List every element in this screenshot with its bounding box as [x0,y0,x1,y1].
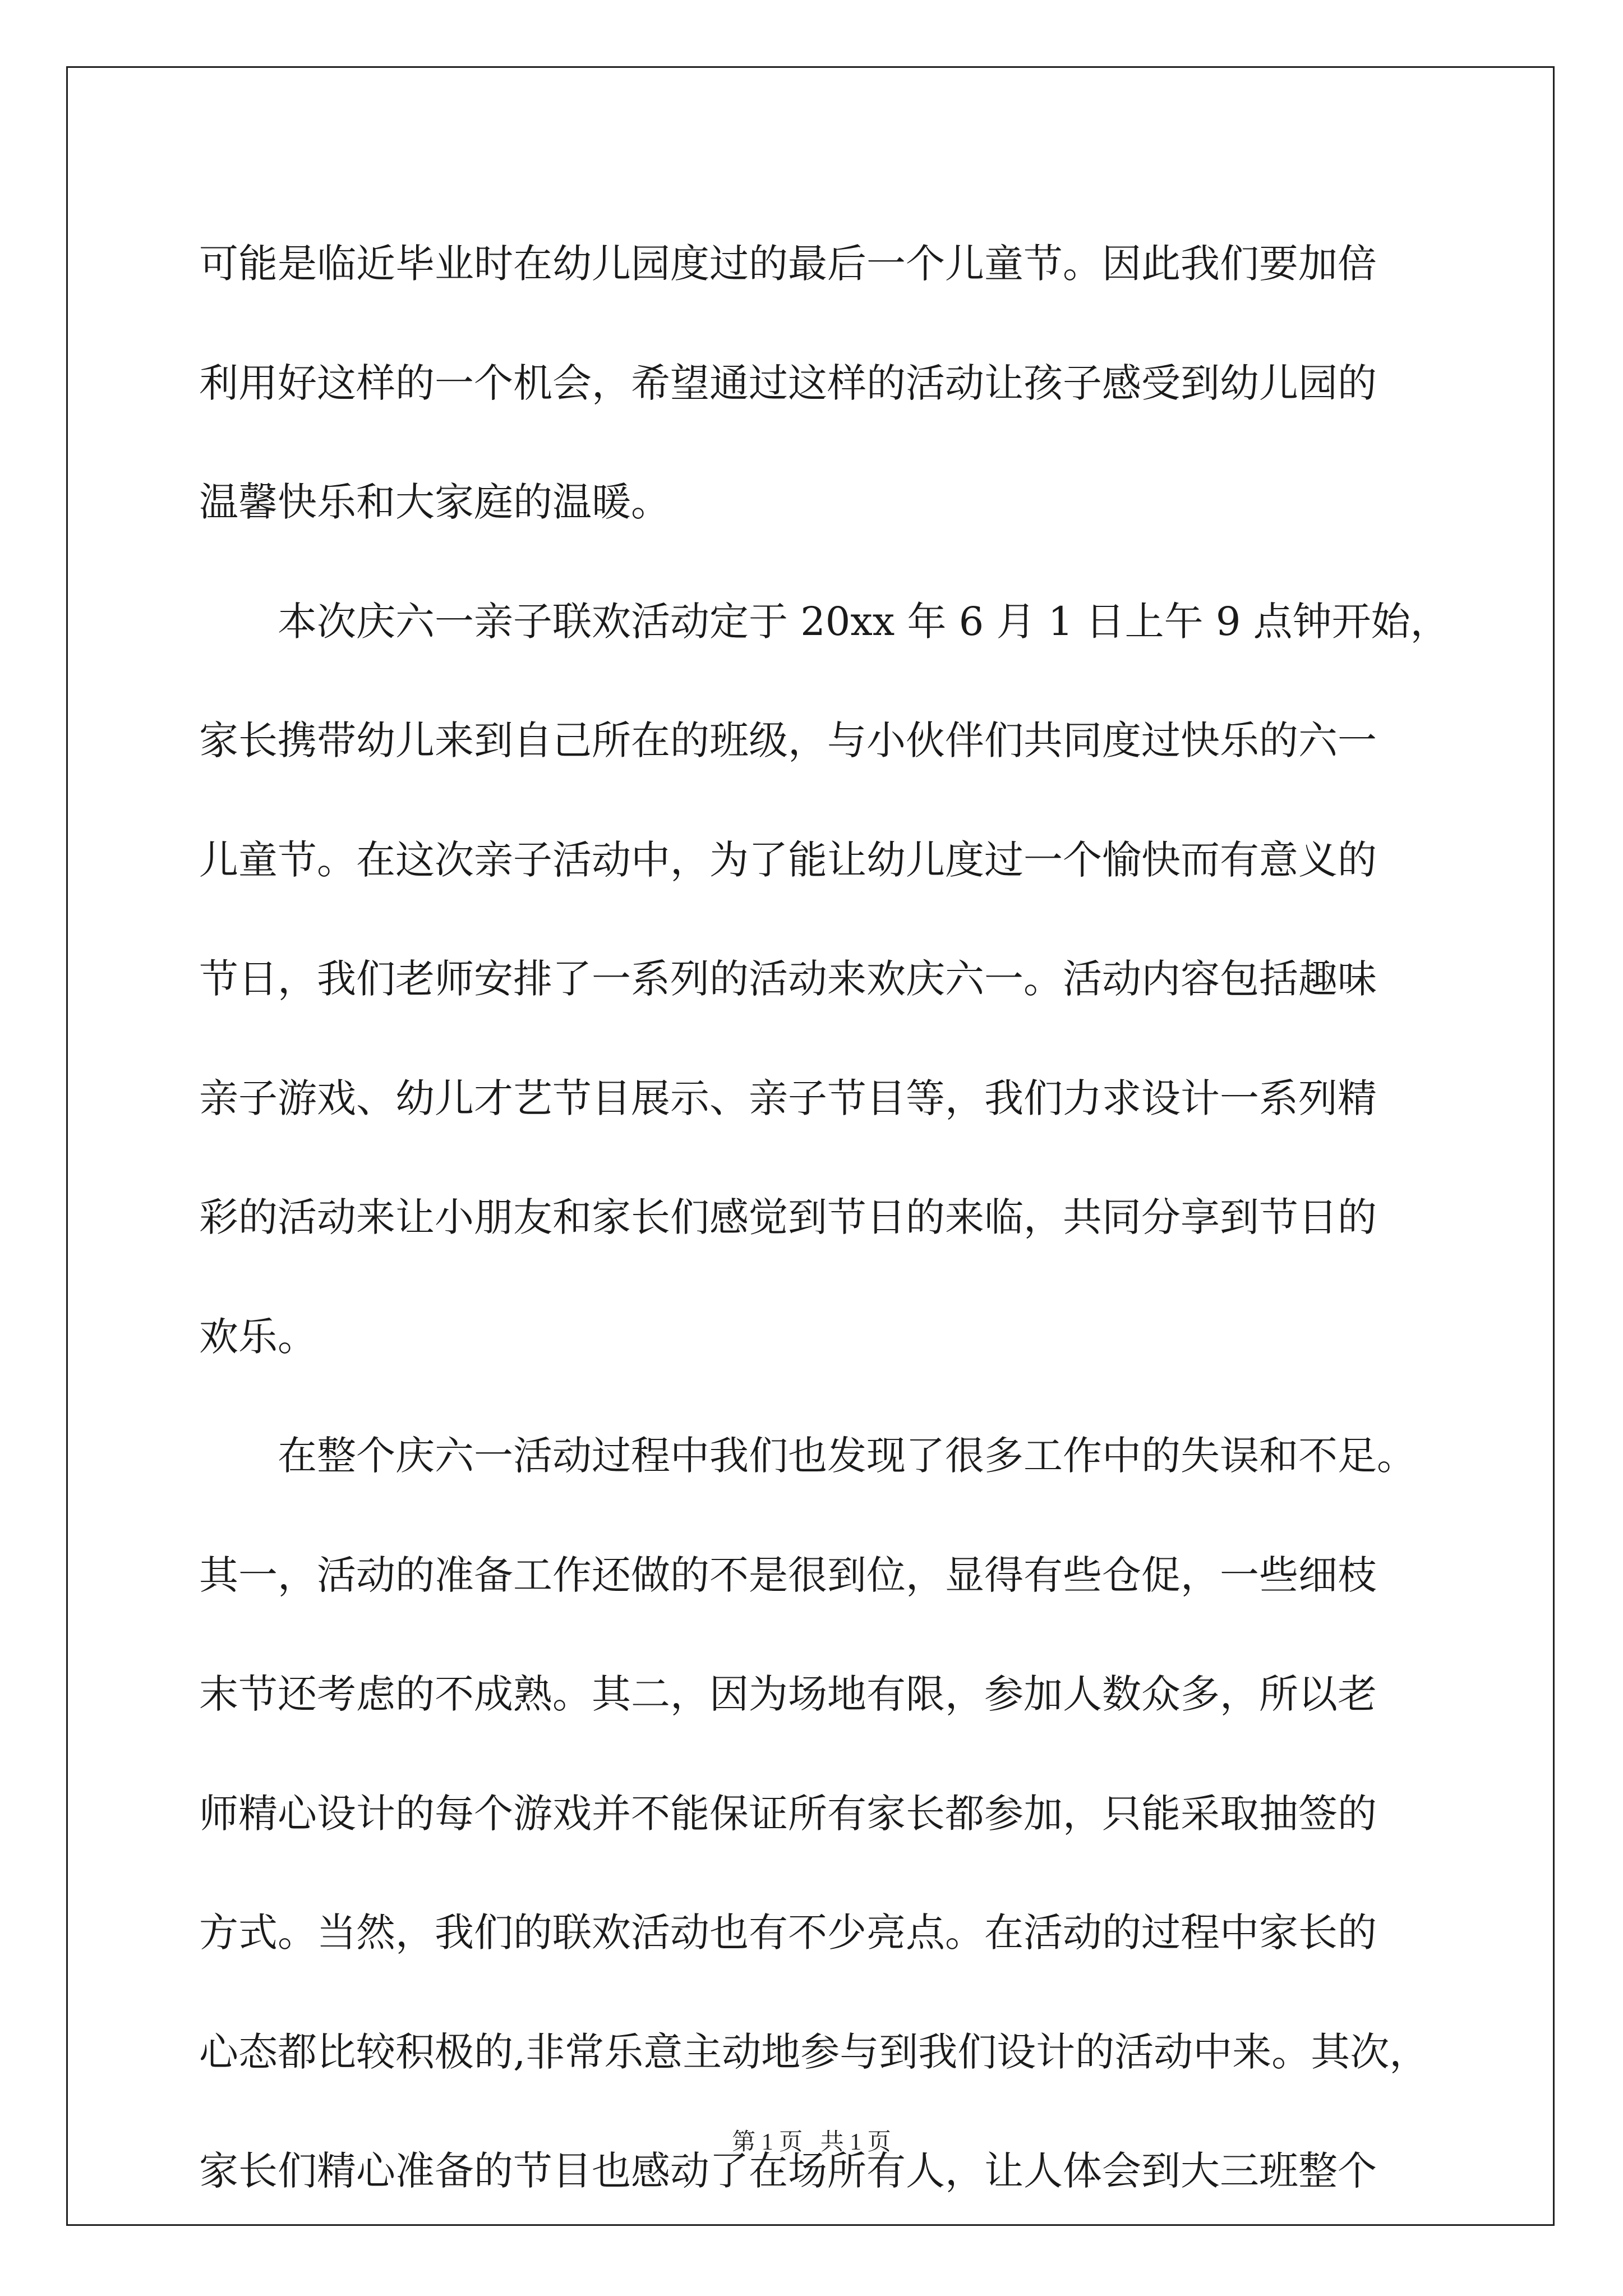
text-line: 末节还考虑的不成熟。其二，因为场地有限，参加人数众多，所以老 [199,1671,1377,1717]
text-line: 亲子游戏、幼儿才艺节目展示、亲子节目等，我们力求设计一系列精 [199,1075,1377,1121]
text-line: 家长携带幼儿来到自己所在的班级，与小伙伴们共同度过快乐的六一 [199,717,1377,763]
text-line: 欢乐。 [199,1313,317,1360]
text-line: 节日，我们老师安排了一系列的活动来欢庆六一。活动内容包括趣味 [199,956,1377,1002]
text-line: 家长们精心准备的节目也感动了在场所有人，让人体会到大三班整个 [199,2148,1377,2194]
text-line: 儿童节。在这次亲子活动中，为了能让幼儿度过一个愉快而有意义的 [199,836,1377,883]
text-line: 方式。当然，我们的联欢活动也有不少亮点。在活动的过程中家长的 [199,1910,1377,1955]
text-line: 心态都比较积极的,非常乐意主动地参与到我们设计的活动中来。其次， [199,2028,1429,2075]
text-line: 其一，活动的准备工作还做的不是很到位，显得有些仓促，一些细枝 [199,1552,1377,1598]
text-line: 彩的活动来让小朋友和家长们感觉到节日的来临，共同分享到节日的 [199,1194,1377,1240]
text-line: 利用好这样的一个机会，希望通过这样的活动让孩子感受到幼儿园的 [199,360,1377,406]
text-line: 温馨快乐和大家庭的温暖。 [199,479,670,525]
document-body [199,219,1450,2246]
text-line: 可能是临近毕业时在幼儿园度过的最后一个儿童节。因此我们要加倍 [199,241,1377,287]
text-line: 在整个庆六一活动过程中我们也发现了很多工作中的失误和不足。 [278,1433,1416,1479]
text-line: 本次庆六一亲子联欢活动定于 20xx 年 6 月 1 日上午 9 点钟开始， [278,598,1450,645]
text-line: 师精心设计的每个游戏并不能保证所有家长都参加，只能采取抽签的 [199,1790,1377,1837]
page-footer: 第 1 页 共 1 页 [732,2129,891,2155]
